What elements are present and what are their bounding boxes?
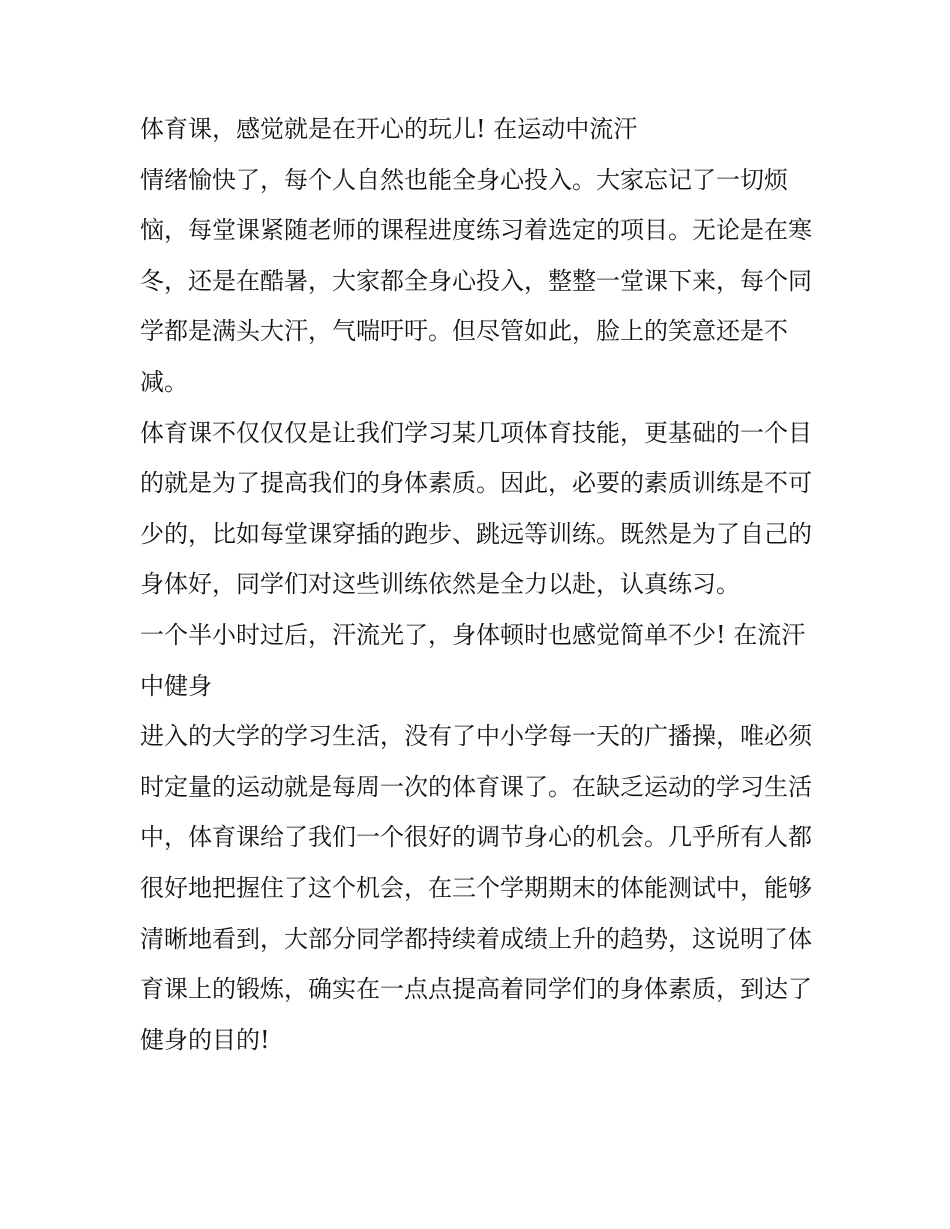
paragraph-4: 一个半小时过后，汗流光了，身体顿时也感觉简单不少! 在流汗中健身 bbox=[140, 620, 806, 700]
paragraph-3: 体育课不仅仅仅是让我们学习某几项体育技能，更基础的一个目的就是为了提高我们的身体素质。因此，必要的素质训练是不可少的，比如每堂课穿插的跑步、跳远等训练。既然是为了自己的身体好，同学们对这些训练依然是全力以赴，认真练习。 bbox=[140, 418, 812, 599]
paragraph-2: 情绪愉快了，每个人自然也能全身心投入。大家忘记了一切烦恼，每堂课紧随老师的课程进度练习着选定的项目。无论是在寒冬，还是在酷暑，大家都全身心投入，整整一堂课下来，每个同学都是满头大汗，气喘吁吁。但尽管如此，脸上的笑意还是不减。 bbox=[140, 165, 812, 396]
paragraph-5: 进入的大学的学习生活，没有了中小学每一天的广播操，唯必须时定量的运动就是每周一次的体育课了。在缺乏运动的学习生活中，体育课给了我们一个很好的调节身心的机会。几乎所有人都很好地把握住了这个机会，在三个学期期末的体能测试中，能够清晰地看到，大部分同学都持续着成绩上升的趋势，这说明了体育课上的锻炼，确实在一点点提高着同学们的身体素质，到达了健身的目的! bbox=[140, 722, 812, 1054]
paragraph-1: 体育课，感觉就是在开心的玩儿! 在运动中流汗 bbox=[140, 115, 638, 143]
document-body bbox=[140, 104, 812, 1065]
